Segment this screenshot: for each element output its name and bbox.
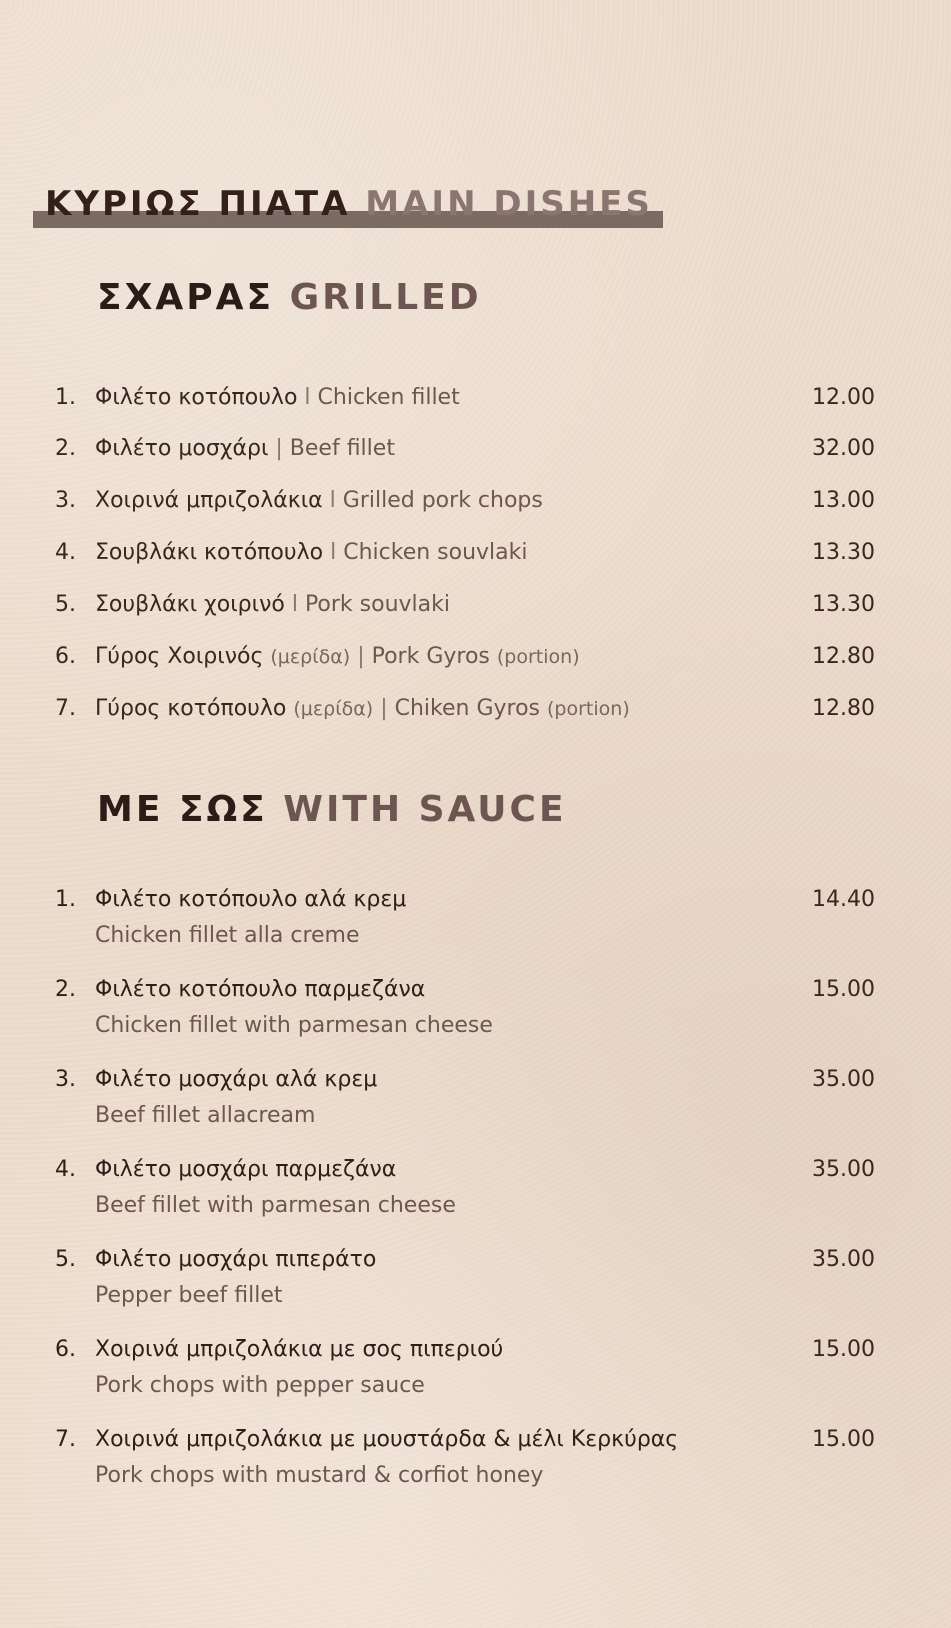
list-item [55,972,875,1048]
item-price: 35.00 [812,1247,875,1272]
section-greek: ΜΕ ΣΩΣ [97,789,268,830]
item-greek-note: (μερίδα) [293,698,374,720]
item-greek: Φιλέτο μοσχάρι αλά κρεμ [95,1067,378,1092]
item-price: 13.30 [812,592,875,617]
item-greek: Φιλέτο κοτόπουλο αλά κρεμ [95,887,407,912]
item-separator: l [323,540,344,565]
list-item [55,1152,875,1228]
item-english-note: (portion) [547,698,630,720]
item-english: Chicken fillet [317,385,460,410]
list-item [55,381,875,415]
list-item [55,692,875,726]
item-price: 12.00 [812,385,875,410]
item-price: 35.00 [812,1157,875,1182]
item-english: Grilled pork chops [342,488,543,513]
item-price: 12.80 [812,644,875,669]
section-english: GRILLED [289,277,482,318]
list-item [55,1242,875,1318]
item-number: 1. [55,887,76,912]
item-greek: Χοιρινά μπριζολάκια με μουστάρδα & μέλι Κερκύρας [95,1427,679,1452]
item-number: 6. [55,1337,76,1362]
item-english: Pepper beef fillet [95,1283,283,1308]
item-separator: | [268,436,290,461]
item-english: Pork Gyros [371,644,490,669]
page-header [33,184,653,224]
item-greek: Σουβλάκι κοτόπουλο [95,540,324,565]
list-item [55,432,875,466]
item-english: Chicken souvlaki [343,540,528,565]
item-price: 15.00 [812,1337,875,1362]
list-item [55,640,875,674]
section-title-grilled [97,276,482,320]
item-english: Pork chops with pepper sauce [95,1373,425,1398]
header-english: MAIN DISHES [365,184,653,224]
item-separator: | [373,696,395,721]
item-number: 7. [55,1427,76,1452]
section-greek: ΣΧΑΡΑΣ [97,277,275,318]
item-english: Beef fillet allacream [95,1103,316,1128]
item-price: 13.00 [812,488,875,513]
item-english: Pork chops with mustard & corfiot honey [95,1463,544,1488]
item-number: 3. [55,1067,76,1092]
item-separator: l [297,385,318,410]
item-greek: Φιλέτο κοτόπουλο παρμεζάνα [95,977,426,1002]
item-price: 13.30 [812,540,875,565]
item-price: 12.80 [812,696,875,721]
list-item [55,588,875,622]
item-number: 4. [55,540,76,565]
item-number: 5. [55,592,76,617]
item-greek: Φιλέτο κοτόπουλο [95,385,298,410]
item-greek: Γύρος Χοιρινός [95,644,264,669]
list-item [55,1332,875,1408]
item-english: Chicken fillet alla creme [95,923,360,948]
item-number: 2. [55,436,76,461]
item-separator: l [284,592,305,617]
item-greek-note: (μερίδα) [270,646,351,668]
list-item [55,536,875,570]
item-english: Beef fillet [289,436,395,461]
list-item [55,882,875,958]
item-price: 35.00 [812,1067,875,1092]
item-greek: Γύρος κοτόπουλο [95,696,287,721]
item-number: 1. [55,385,76,410]
header-text [33,184,653,224]
item-english-note: (portion) [496,646,580,668]
item-greek: Χοιρινά μπριζολάκια με σος πιπεριού [95,1337,504,1362]
item-price: 14.40 [812,887,875,912]
item-greek: Σουβλάκι χοιρινό [95,592,285,617]
item-number: 7. [55,696,76,721]
item-greek: Φιλέτο μοσχάρι παρμεζάνα [95,1157,397,1182]
item-price: 15.00 [812,1427,875,1452]
item-number: 2. [55,977,76,1002]
list-item [55,484,875,518]
item-english: Pork souvlaki [304,592,450,617]
list-item [55,1422,875,1498]
section-title-sauce [97,788,567,832]
header-greek: ΚΥΡΙΩΣ ΠΙΑΤΑ [45,184,351,224]
item-separator: l [322,488,343,513]
list-item [55,1062,875,1138]
item-english: Chiken Gyros [394,696,541,721]
item-separator: | [350,644,372,669]
item-english: Beef fillet with parmesan cheese [95,1193,456,1218]
item-number: 6. [55,644,76,669]
item-greek: Φιλέτο μοσχάρι [95,436,269,461]
item-price: 15.00 [812,977,875,1002]
section-english: WITH SAUCE [283,789,567,830]
item-price: 32.00 [812,436,875,461]
item-greek: Χοιρινά μπριζολάκια [95,488,323,513]
item-number: 3. [55,488,76,513]
item-greek: Φιλέτο μοσχάρι πιπεράτο [95,1247,377,1272]
item-number: 4. [55,1157,76,1182]
item-number: 5. [55,1247,76,1272]
item-english: Chicken fillet with parmesan cheese [95,1013,493,1038]
